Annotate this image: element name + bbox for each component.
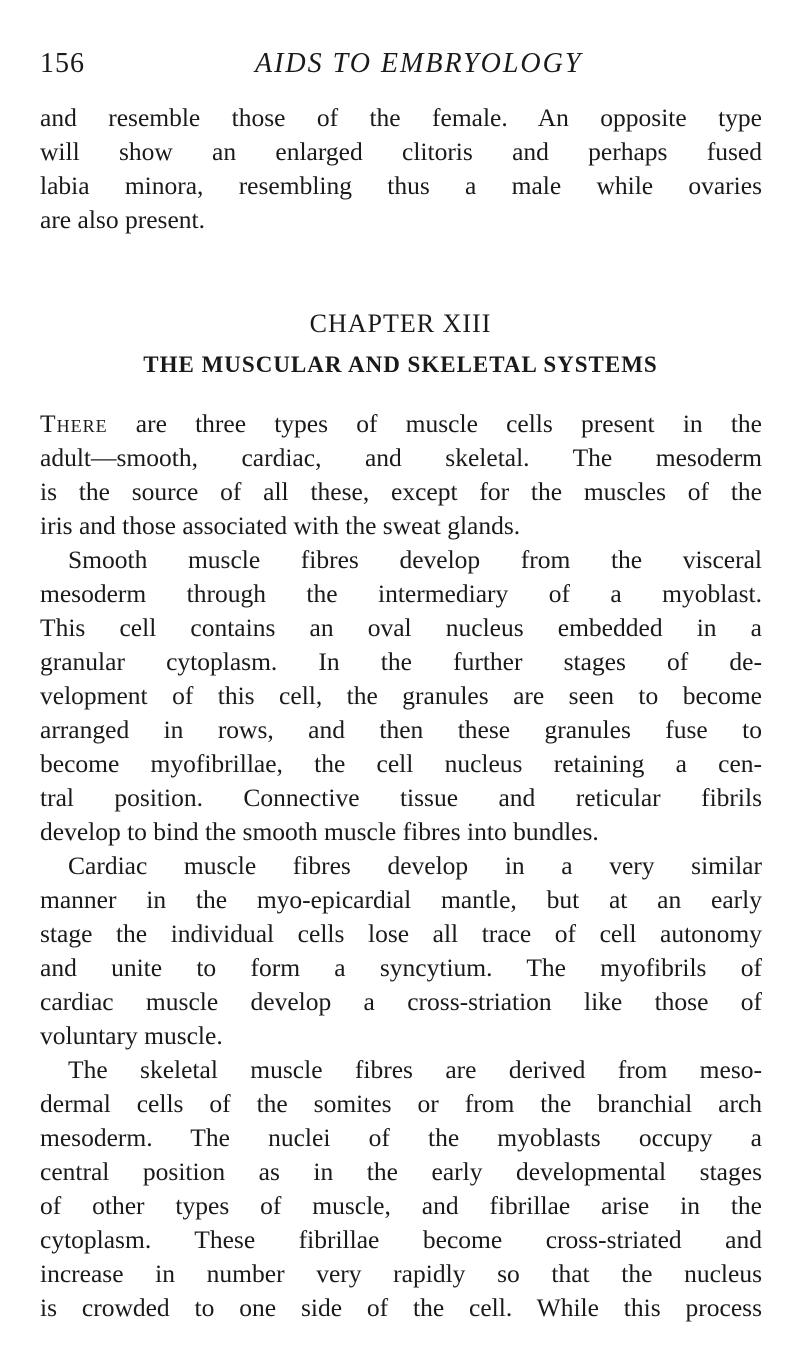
text-line: mesoderm. The nuclei of the myoblasts occupy a xyxy=(40,1123,762,1152)
text-line: cytoplasm. These fibrillae become cross-striated and xyxy=(40,1225,762,1254)
running-title: AIDS TO EMBRYOLOGY xyxy=(255,48,583,79)
text-line: dermal cells of the somites or from the branchial arch xyxy=(40,1089,762,1118)
text-line xyxy=(40,407,762,441)
text-line: voluntary muscle. xyxy=(40,1021,223,1050)
chapter-body xyxy=(40,407,762,1325)
text-line: adult—smooth, cardiac, and skeletal. The mesoderm xyxy=(40,443,762,472)
text-line: will show an enlarged clitoris and perhaps fused xyxy=(40,137,762,166)
text-line: cardiac muscle develop a cross-striation like those of xyxy=(40,987,762,1016)
opening-paragraph xyxy=(40,101,762,237)
chapter-number: CHAPTER XIII xyxy=(309,309,492,338)
text-line: and resemble those of the female. An opposite type xyxy=(40,103,762,132)
text-line: develop to bind the smooth muscle fibres into bundles. xyxy=(40,817,599,846)
running-header xyxy=(40,48,762,88)
text-line: arranged in rows, and then these granules fuse to xyxy=(40,715,762,744)
text-line: manner in the myo-epicardial mantle, but at an early xyxy=(40,885,762,914)
text-line: granular cytoplasm. In the further stages of de- xyxy=(40,647,762,676)
text-line: iris and those associated with the sweat glands. xyxy=(40,511,521,540)
chapter-title: THE MUSCULAR AND SKELETAL SYSTEMS xyxy=(143,352,658,377)
text-line-remainder: are three types of muscle cells present in the xyxy=(107,409,762,438)
text-line: is crowded to one side of the cell. While this process xyxy=(40,1293,762,1322)
text-line: stage the individual cells lose all trace of cell autonomy xyxy=(40,919,762,948)
text-line: increase in number very rapidly so that the nucleus xyxy=(40,1259,762,1288)
text-line: and unite to form a syncytium. The myofibrils of xyxy=(40,953,762,982)
text-line: labia minora, resembling thus a male while ovaries xyxy=(40,171,762,200)
paragraph xyxy=(40,1053,762,1325)
paragraph xyxy=(40,543,762,849)
text-line: Cardiac muscle fibres develop in a very similar xyxy=(68,851,762,880)
page-number: 156 xyxy=(40,48,85,79)
paragraph xyxy=(40,849,762,1053)
text-line: of other types of muscle, and fibrillae arise in the xyxy=(40,1191,762,1220)
text-line: Smooth muscle fibres develop from the visceral xyxy=(68,545,762,574)
text-line: tral position. Connective tissue and reticular fibrils xyxy=(40,783,762,812)
text-line: is the source of all these, except for the muscles of the xyxy=(40,477,762,506)
first-word: There xyxy=(40,409,108,438)
text-line: central position as in the early developmental stages xyxy=(40,1157,762,1186)
text-line: This cell contains an oval nucleus embedded in a xyxy=(40,613,762,642)
text-line: are also present. xyxy=(40,205,205,234)
text-line: become myofibrillae, the cell nucleus retaining a cen- xyxy=(40,749,762,778)
paragraph xyxy=(40,407,762,543)
text-line: The skeletal muscle fibres are derived from meso- xyxy=(68,1055,762,1084)
text-line: velopment of this cell, the granules are seen to become xyxy=(40,681,762,710)
text-line: mesoderm through the intermediary of a myoblast. xyxy=(40,579,762,608)
